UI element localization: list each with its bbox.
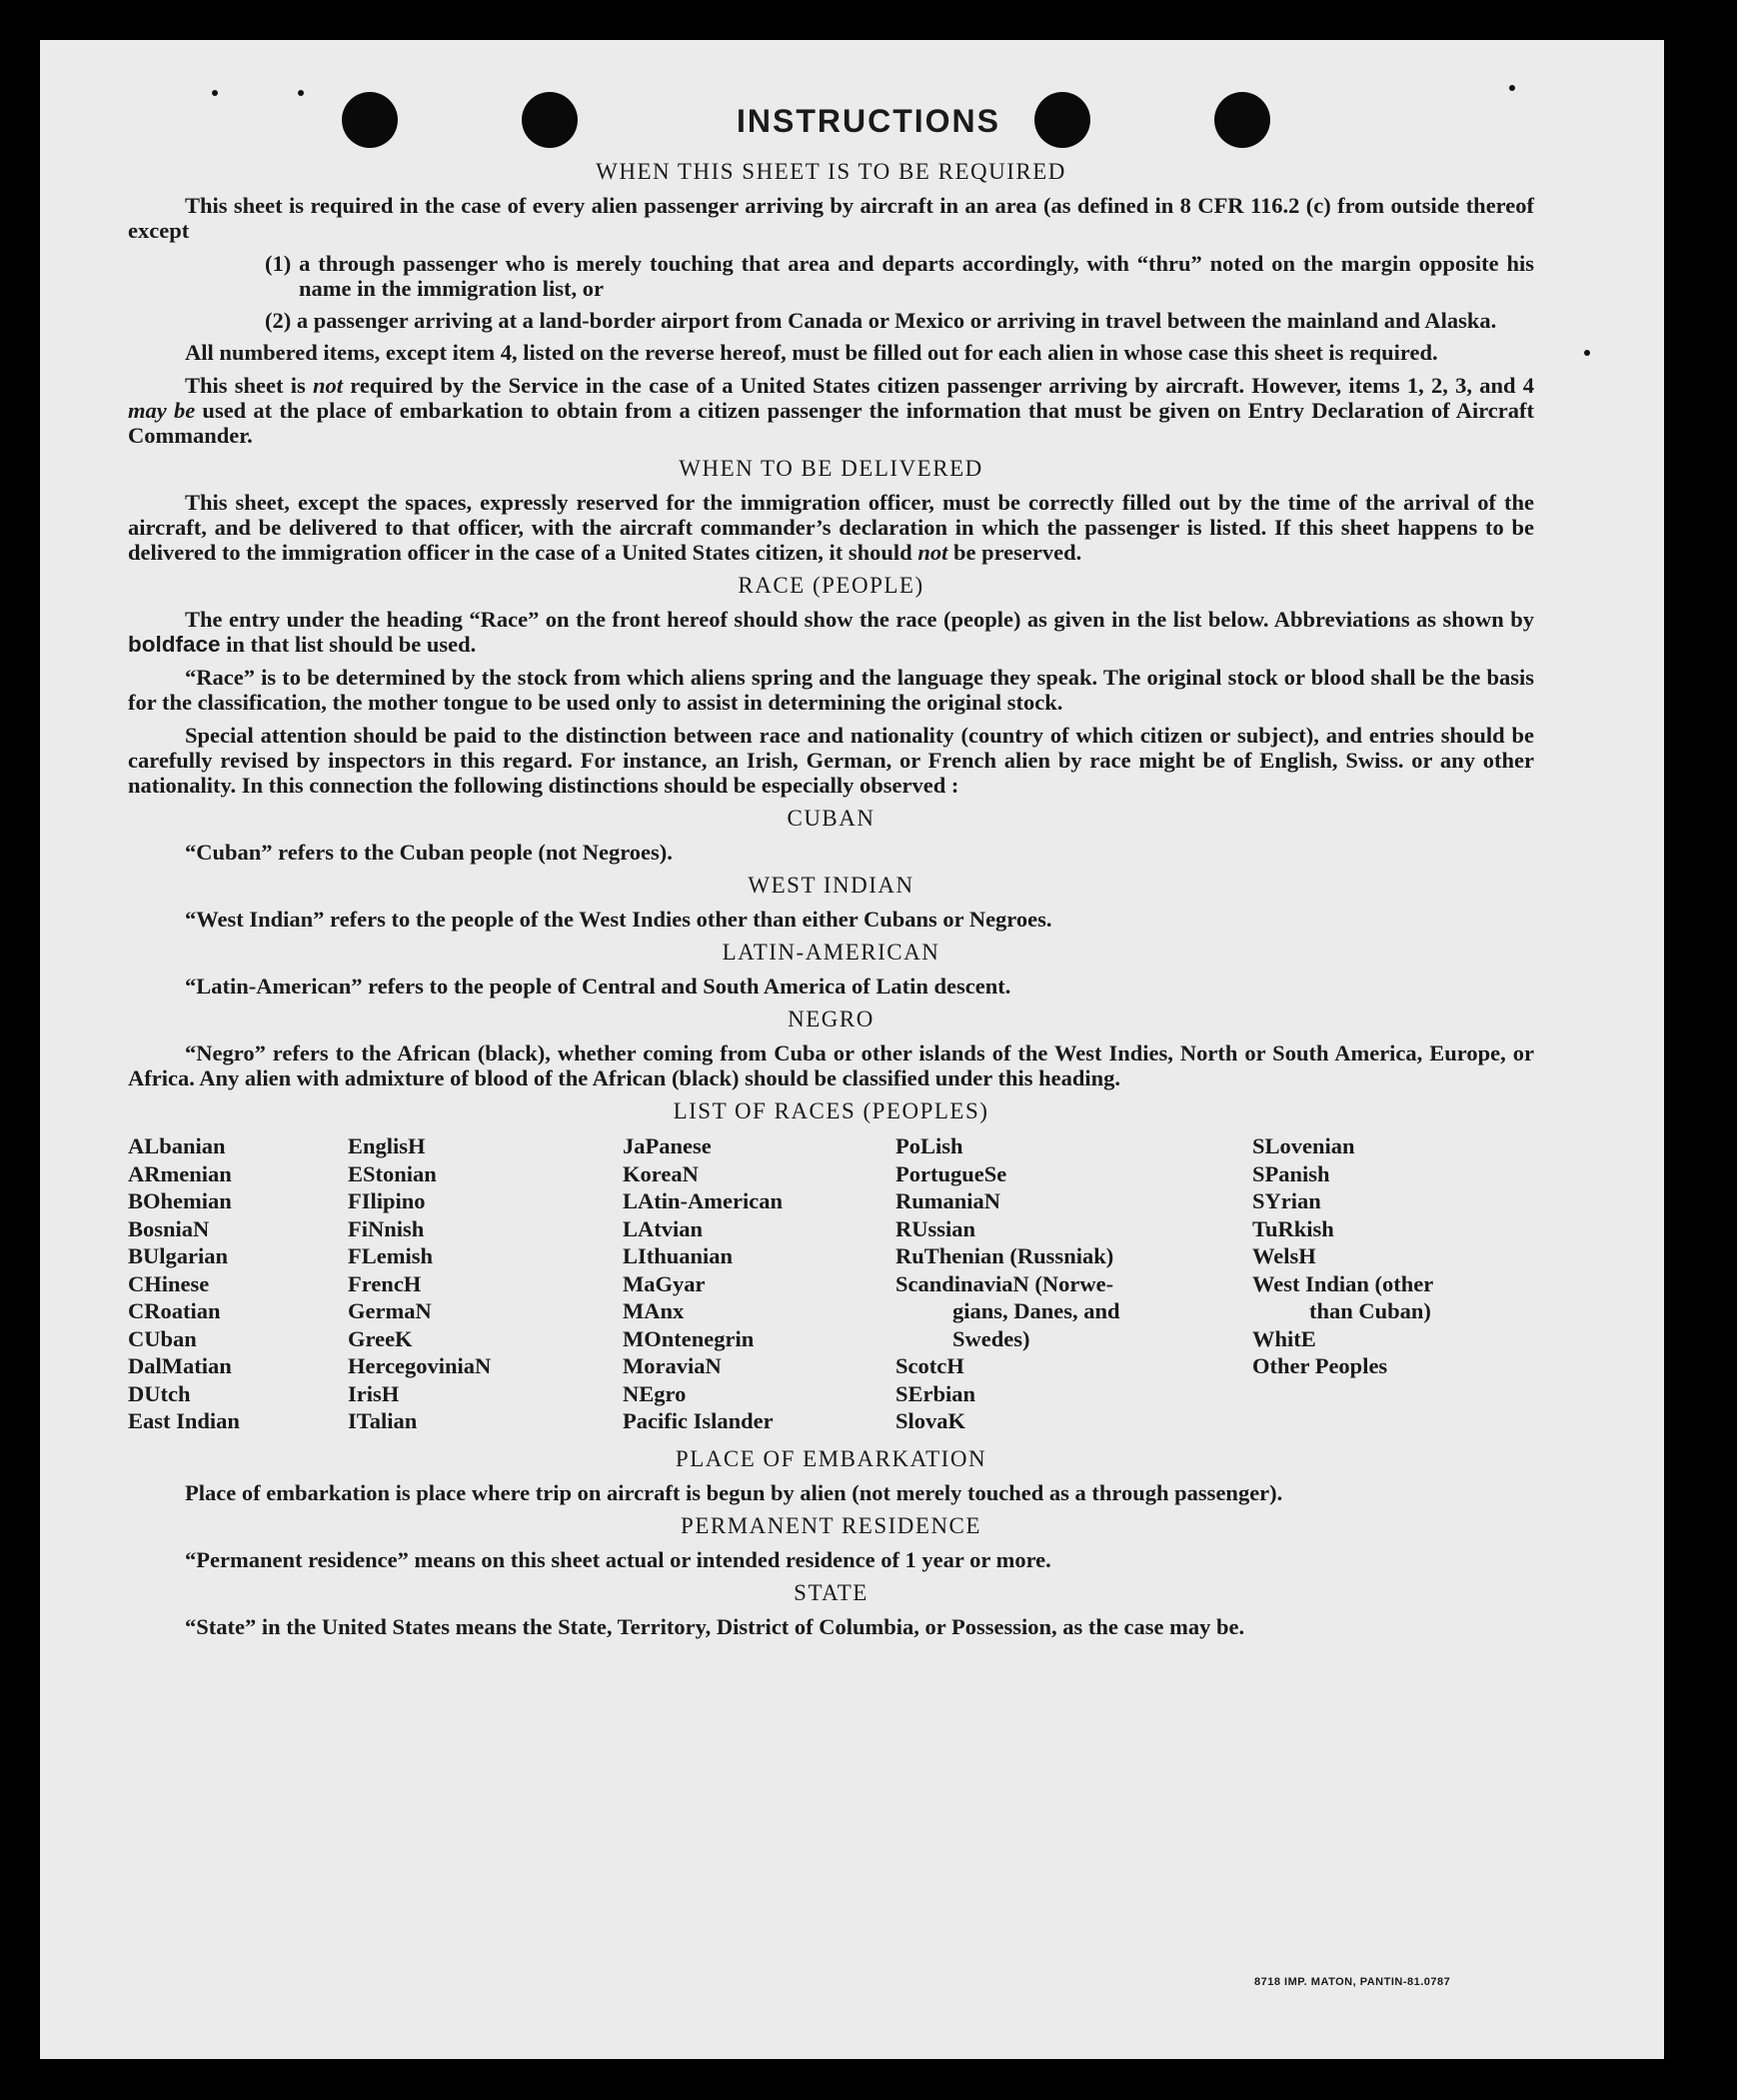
heading-race: RACE (PEOPLE): [738, 573, 924, 598]
race-list-item: than Cuban): [1309, 1298, 1431, 1323]
dust-speck: [1584, 350, 1590, 356]
page-title: INSTRUCTIONS: [737, 103, 1000, 139]
race-list-item: BOhemian: [128, 1188, 232, 1213]
race-list-item: EnglisH: [348, 1133, 426, 1158]
races-column-4: [895, 1132, 1170, 1435]
race-list-item: CHinese: [128, 1270, 210, 1296]
race-list-item: MaGyar: [623, 1270, 706, 1296]
delivered-text: This sheet, except the spaces, expressly reserved for the immigration officer, must be correctly filled out by the time of the arrival of the aircraft, and be delivered to that officer, with the aircraft commander’s declaration in which the passenger is listed. If this sheet happens to be delivered to the immigration officer in the case of a United States citizen, it should not be preserved.: [128, 490, 1534, 565]
race-list-item: gians, Danes, and: [952, 1298, 1120, 1323]
race-list-item: DalMatian: [128, 1353, 232, 1378]
race-list-item: SLovenian: [1252, 1133, 1355, 1158]
race-list-item: PortugueSe: [895, 1160, 1007, 1186]
race-list-item: Pacific Islander: [623, 1408, 774, 1433]
races-column-1: [128, 1132, 240, 1435]
state-text: “State” in the United States means the State, Territory, District of Columbia, or Possession, as the case may be.: [185, 1614, 1245, 1639]
race-paragraph-3: Special attention should be paid to the distinction between race and nationality (country of which citizen or subject), and entries should be carefully revised by inspectors in this regard. For instance, an Irish, German, or French alien by race might be of English, Swiss. or any other nationality. In this connection the following distinctions should be especially observed :: [128, 723, 1534, 798]
race-list-item: ARmenian: [128, 1160, 232, 1186]
race-list-item: SYrian: [1252, 1188, 1321, 1213]
exception-2: (2) a passenger arriving at a land-border airport from Canada or Mexico or arriving in travel between the mainland and Alaska.: [265, 308, 1497, 333]
race-list-item: FLemish: [348, 1243, 434, 1268]
heading-when-delivered: WHEN TO BE DELIVERED: [679, 456, 983, 481]
embarkation-text: Place of embarkation is place where trip on aircraft is begun by alien (not merely touched as a through passenger).: [185, 1480, 1283, 1505]
dust-speck: [1509, 85, 1515, 91]
race-list-item: ALbanian: [128, 1133, 226, 1158]
race-list-item: LAtin-American: [623, 1188, 783, 1213]
heading-west-indian: WEST INDIAN: [748, 873, 914, 898]
race-list-item: GermaN: [348, 1298, 432, 1323]
race-list-item: BUlgarian: [128, 1243, 229, 1268]
race-list-item: GreeK: [348, 1325, 413, 1351]
race-list-item: FrencH: [348, 1270, 422, 1296]
heading-permanent-residence: PERMANENT RESIDENCE: [681, 1513, 981, 1538]
race-list-item: TuRkish: [1252, 1215, 1334, 1241]
race-list-item: West Indian (other: [1252, 1270, 1434, 1296]
citizen-note: This sheet is not required by the Service in the case of a United States citizen passenger arriving by aircraft. However, items 1, 2, 3, and 4 may be used at the place of embarkation to obtain from a citizen passenger the information that must be given on Entry Declaration of Aircraft Commander.: [128, 373, 1534, 448]
dust-speck: [298, 90, 304, 96]
race-list-item: LIthuanian: [623, 1243, 734, 1268]
races-column-2: [348, 1132, 491, 1435]
printer-footer: 8718 IMP. MATON, PANTIN-81.0787: [1254, 1976, 1451, 1988]
heading-cuban: CUBAN: [787, 806, 875, 831]
heading-embarkation: PLACE OF EMBARKATION: [675, 1446, 987, 1471]
west-indian-text: “West Indian” refers to the people of the West Indies other than either Cubans or Negroes.: [185, 907, 1052, 932]
race-paragraph-2: “Race” is to be determined by the stock from which aliens spring and the language they speak. The original stock or blood shall be the basis for the classification, the mother tongue to be used only to assist in determining the original stock.: [128, 665, 1534, 715]
cuban-text: “Cuban” refers to the Cuban people (not Negroes).: [185, 840, 673, 865]
races-column-3: [623, 1132, 783, 1435]
race-list-item: ScotcH: [895, 1353, 964, 1378]
heading-latin-american: LATIN-AMERICAN: [722, 940, 940, 965]
heading-negro: NEGRO: [788, 1007, 874, 1032]
latin-american-text: “Latin-American” refers to the people of Central and South America of Latin descent.: [185, 974, 1011, 999]
race-list-item: East Indian: [128, 1408, 240, 1433]
race-list-item: SPanish: [1252, 1160, 1330, 1186]
race-list-item: MoraviaN: [623, 1353, 722, 1378]
races-list: [128, 1132, 1534, 1442]
race-list-item: Other Peoples: [1252, 1353, 1388, 1378]
races-column-5: [1252, 1132, 1512, 1380]
race-list-item: MAnx: [623, 1298, 685, 1323]
heading-when-required: WHEN THIS SHEET IS TO BE REQUIRED: [596, 159, 1066, 184]
race-list-item: FiNnish: [348, 1215, 425, 1241]
race-list-item: Swedes): [952, 1325, 1030, 1351]
numbered-items-note: All numbered items, except item 4, listed on the reverse hereof, must be filled out for each alien in whose case this sheet is required.: [185, 340, 1438, 365]
race-list-item: FIlipino: [348, 1188, 426, 1213]
race-list-item: RUssian: [895, 1215, 976, 1241]
instructions-body: [128, 156, 1534, 1647]
race-list-item: CUban: [128, 1325, 197, 1351]
dust-speck: [212, 90, 218, 96]
race-list-item: LAtvian: [623, 1215, 704, 1241]
negro-text: “Negro” refers to the African (black), whether coming from Cuba or other islands of the West Indies, North or South America, Europe, or Africa. Any alien with admixture of blood of the African (black) should be classified under this heading.: [128, 1041, 1534, 1090]
race-list-item: WelsH: [1252, 1243, 1316, 1268]
race-list-item: WhitE: [1252, 1325, 1316, 1351]
race-list-item: NEgro: [623, 1380, 687, 1406]
race-list-item: RuThenian (Russniak): [895, 1243, 1114, 1268]
heading-state: STATE: [794, 1580, 868, 1605]
heading-list-of-races: LIST OF RACES (PEOPLES): [673, 1098, 989, 1123]
race-list-item: KoreaN: [623, 1160, 699, 1186]
race-list-item: RumaniaN: [895, 1188, 1001, 1213]
race-list-item: SErbian: [895, 1380, 976, 1406]
race-list-item: MOntenegrin: [623, 1325, 755, 1351]
required-intro: This sheet is required in the case of every alien passenger arriving by aircraft in an area (as defined in 8 CFR 116.2 (c) from outside thereof except: [128, 193, 1534, 243]
race-list-item: EStonian: [348, 1160, 437, 1186]
race-list-item: DUtch: [128, 1380, 191, 1406]
race-list-item: PoLish: [895, 1133, 963, 1158]
race-list-item: SlovaK: [895, 1408, 966, 1433]
race-list-item: JaPanese: [623, 1133, 712, 1158]
race-list-item: CRoatian: [128, 1298, 221, 1323]
race-list-item: HercegoviniaN: [348, 1353, 492, 1378]
race-list-item: BosniaN: [128, 1215, 210, 1241]
race-list-item: ScandinaviaN (Norwe-: [895, 1270, 1114, 1296]
race-paragraph-1: The entry under the heading “Race” on the front hereof should show the race (people) as given in the list below. Abbreviations as shown by boldface in that list should be used.: [128, 607, 1534, 657]
race-list-item: IrisH: [348, 1380, 400, 1406]
race-list-item: ITalian: [348, 1408, 418, 1433]
residence-text: “Permanent residence” means on this sheet actual or intended residence of 1 year or more.: [185, 1547, 1051, 1572]
exception-1: (1) a through passenger who is merely touching that area and departs accordingly, with “thru” noted on the margin opposite his name in the immigration list, or: [265, 251, 1534, 301]
